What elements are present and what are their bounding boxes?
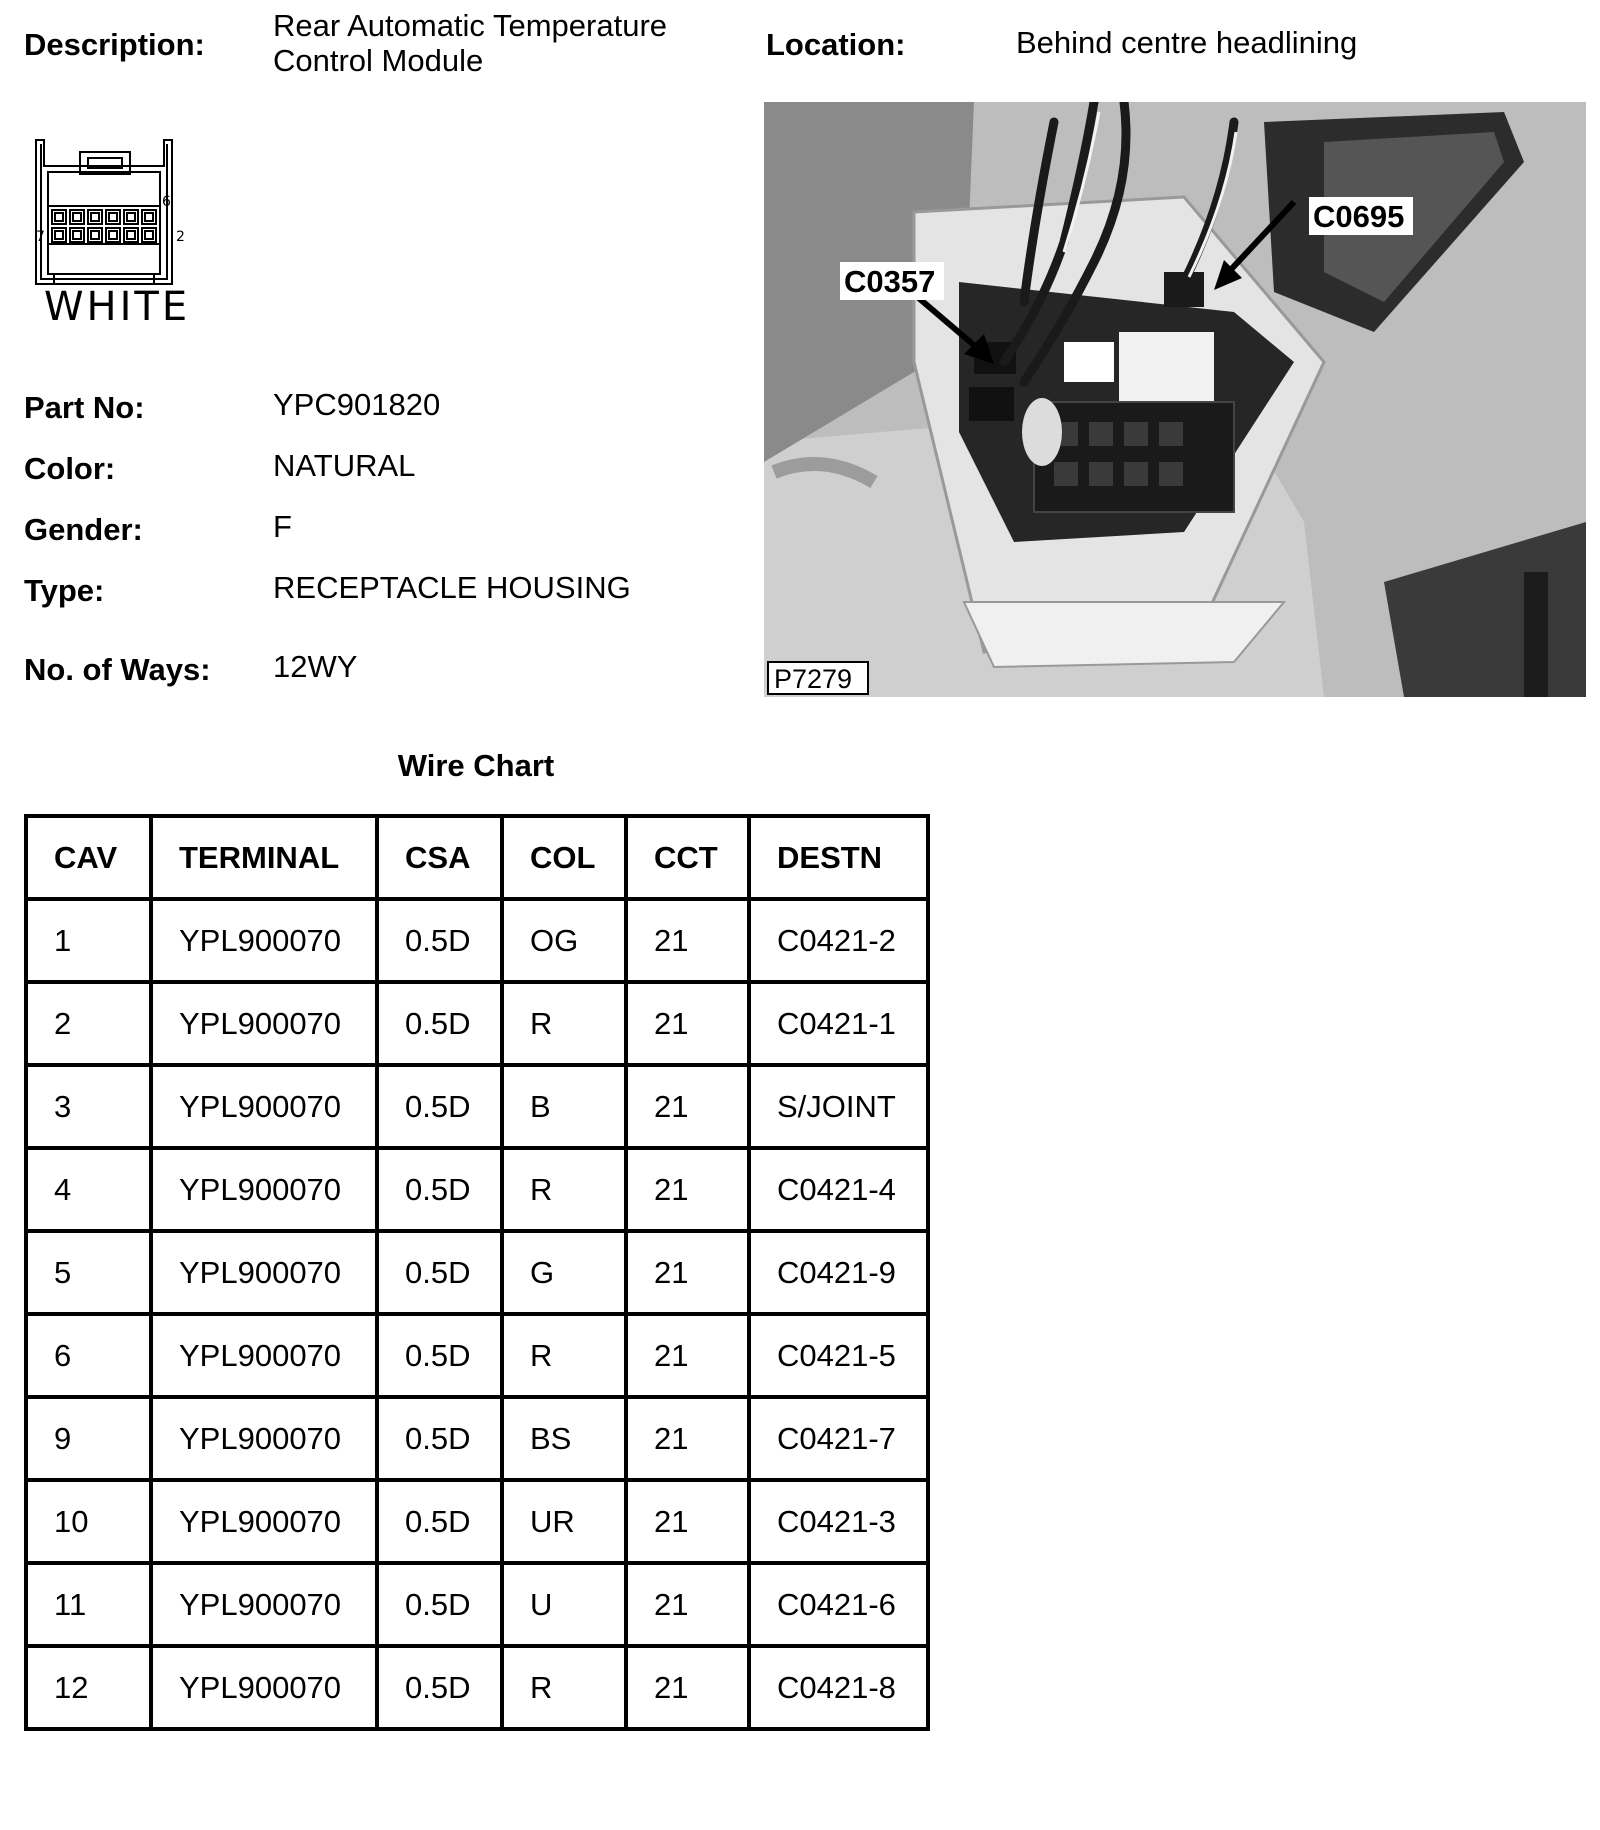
table-header-row: [26, 816, 928, 899]
cell-destn: C0421-5: [749, 1314, 928, 1397]
cell-csa: 0.5D: [377, 1563, 502, 1646]
cell-terminal: YPL900070: [151, 1314, 377, 1397]
cell-terminal: YPL900070: [151, 1148, 377, 1231]
cell-csa: 0.5D: [377, 1397, 502, 1480]
header-cav: CAV: [26, 816, 151, 899]
cell-col: R: [502, 1314, 626, 1397]
cell-destn: C0421-8: [749, 1646, 928, 1729]
cell-terminal: YPL900070: [151, 982, 377, 1065]
cell-destn: C0421-7: [749, 1397, 928, 1480]
cell-col: BS: [502, 1397, 626, 1480]
cell-terminal: YPL900070: [151, 1646, 377, 1729]
cell-col: R: [502, 1148, 626, 1231]
cell-csa: 0.5D: [377, 1231, 502, 1314]
cell-col: B: [502, 1065, 626, 1148]
cell-cav: 11: [26, 1563, 151, 1646]
cell-destn: C0421-4: [749, 1148, 928, 1231]
table-row: [26, 1480, 928, 1563]
pin-mark-top: 6: [162, 194, 171, 210]
cell-csa: 0.5D: [377, 982, 502, 1065]
cell-col: U: [502, 1563, 626, 1646]
cell-cav: 9: [26, 1397, 151, 1480]
gender-value: F: [273, 509, 292, 544]
cell-cct: 21: [626, 1397, 749, 1480]
cell-csa: 0.5D: [377, 1314, 502, 1397]
cell-col: UR: [502, 1480, 626, 1563]
cell-cav: 1: [26, 899, 151, 982]
part-no-label: Part No:: [24, 390, 145, 425]
location-value: Behind centre headlining: [1016, 25, 1358, 60]
table-row: [26, 899, 928, 982]
cell-terminal: YPL900070: [151, 1563, 377, 1646]
cell-terminal: YPL900070: [151, 1397, 377, 1480]
cell-cav: 12: [26, 1646, 151, 1729]
cell-terminal: YPL900070: [151, 1480, 377, 1563]
description-line-1: Rear Automatic Temperature: [273, 8, 668, 43]
header-cct: CCT: [626, 816, 749, 899]
cell-destn: S/JOINT: [749, 1065, 928, 1148]
header-destn: DESTN: [749, 816, 928, 899]
color-label: Color:: [24, 451, 116, 486]
cell-cct: 21: [626, 1148, 749, 1231]
description-label: Description:: [24, 27, 205, 62]
color-value: NATURAL: [273, 448, 416, 483]
table-row: [26, 1231, 928, 1314]
cell-cav: 10: [26, 1480, 151, 1563]
cell-cct: 21: [626, 1314, 749, 1397]
cell-destn: C0421-1: [749, 982, 928, 1065]
cell-cct: 21: [626, 982, 749, 1065]
type-value: RECEPTACLE HOUSING: [273, 570, 631, 605]
cell-cav: 4: [26, 1148, 151, 1231]
header-csa: CSA: [377, 816, 502, 899]
cell-terminal: YPL900070: [151, 899, 377, 982]
header-col: COL: [502, 816, 626, 899]
cell-destn: C0421-2: [749, 899, 928, 982]
cell-csa: 0.5D: [377, 1480, 502, 1563]
cell-terminal: YPL900070: [151, 1231, 377, 1314]
cell-cav: 5: [26, 1231, 151, 1314]
table-row: [26, 1148, 928, 1231]
pin-mark-left: 7: [36, 229, 45, 245]
cell-csa: 0.5D: [377, 1148, 502, 1231]
cell-col: R: [502, 982, 626, 1065]
table-row: [26, 1397, 928, 1480]
cell-col: R: [502, 1646, 626, 1729]
cell-cct: 21: [626, 1646, 749, 1729]
cell-cct: 21: [626, 1563, 749, 1646]
gender-label: Gender:: [24, 512, 143, 547]
ways-value: 12WY: [273, 649, 358, 684]
callout-c0357: C0357: [844, 264, 936, 299]
cell-csa: 0.5D: [377, 899, 502, 982]
table-row: [26, 982, 928, 1065]
description-line-2: Control Module: [273, 43, 484, 78]
cell-cav: 3: [26, 1065, 151, 1148]
cell-destn: C0421-6: [749, 1563, 928, 1646]
cell-csa: 0.5D: [377, 1646, 502, 1729]
location-photo: [764, 102, 1586, 697]
table-row: [26, 1646, 928, 1729]
part-no-value: YPC901820: [273, 387, 441, 422]
cell-cct: 21: [626, 1480, 749, 1563]
wire-chart-title: Wire Chart: [397, 748, 555, 783]
cell-destn: C0421-9: [749, 1231, 928, 1314]
table-row: [26, 1563, 928, 1646]
cell-col: OG: [502, 899, 626, 982]
cell-terminal: YPL900070: [151, 1065, 377, 1148]
table-row: [26, 1065, 928, 1148]
cell-cct: 21: [626, 1065, 749, 1148]
pin-mark-right: 2: [176, 229, 185, 245]
cell-cct: 21: [626, 899, 749, 982]
photo-ref: P7279: [774, 664, 853, 694]
cell-cav: 6: [26, 1314, 151, 1397]
cell-destn: C0421-3: [749, 1480, 928, 1563]
location-label: Location:: [766, 27, 906, 62]
ways-label: No. of Ways:: [24, 652, 211, 687]
cell-cav: 2: [26, 982, 151, 1065]
cell-csa: 0.5D: [377, 1065, 502, 1148]
header-terminal: TERMINAL: [151, 816, 377, 899]
connector-caption: WHITE: [44, 284, 191, 330]
cell-cct: 21: [626, 1231, 749, 1314]
type-label: Type:: [24, 573, 105, 608]
table-row: [26, 1314, 928, 1397]
callout-c0695: C0695: [1313, 199, 1405, 234]
cell-col: G: [502, 1231, 626, 1314]
wire-chart-table: [24, 814, 930, 1731]
